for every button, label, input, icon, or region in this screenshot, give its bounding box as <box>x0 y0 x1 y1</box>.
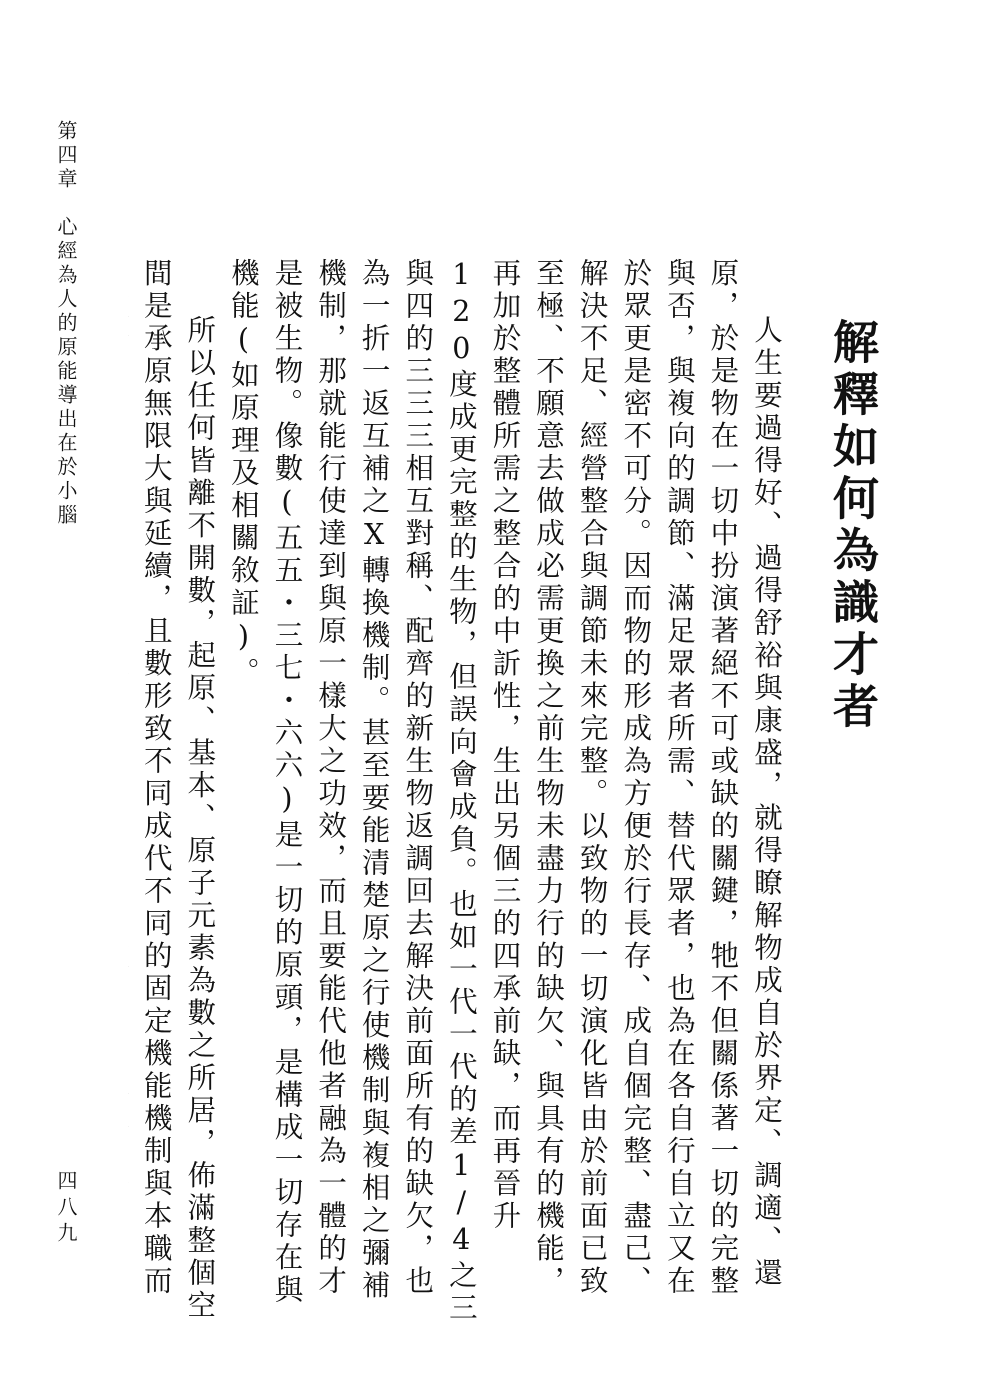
body-text <box>128 258 788 1328</box>
paragraph-2: 所以任何皆離不開數，起原、基本、原子元素為數之所居，佈滿整個空間是承原無限大與延續，且數形致不同成代不同的固定機能機制與本職而 <box>139 258 217 1323</box>
running-head: 第四章 心經為人的原能導出在於小腦 <box>54 120 78 528</box>
paragraph-1: 人生要過得好、過得舒裕與康盛，就得瞭解物成自於界定、調適、還原，於是物在一切中扮演著絕不可或缺的關鍵，牠不但關係著一切的完整與否，與複向的調節、滿足眾者所需、替代眾者，也為在各自行自立又在於眾更是密不可分。因而物的形成為方便於行長存、成自個完整、盡己、解決不足、經營整合與調節未來完整。以致物的一切演化皆由於前面已致至極、不願意去做成必需更換之前生物未盡力行的缺欠、與具有的機能，再加於整體所需之整合的中訢性，生出另個三的四承前缺，而再晉升120度成更完整的生物，但誤向會成負。也如一代一代的差1/4之三與四的三三三相互對稱、配齊的新生物返調回去解決前面所有的缺欠，也為一折一返互補之X轉換機制。甚至要能清楚原之行使機制與複相之彌補機制，那就能行使達到與原一樣大之功效，而且要能代他者融為一體的才是被生物。像數(五五・三七・六六)是一切的原頭，是構成一切存在與機能(如原理及相關敘証)。 <box>226 258 783 1325</box>
chapter-title: 解釋如何為識才者 <box>826 318 880 734</box>
page-number: 四八九 <box>54 1170 78 1248</box>
